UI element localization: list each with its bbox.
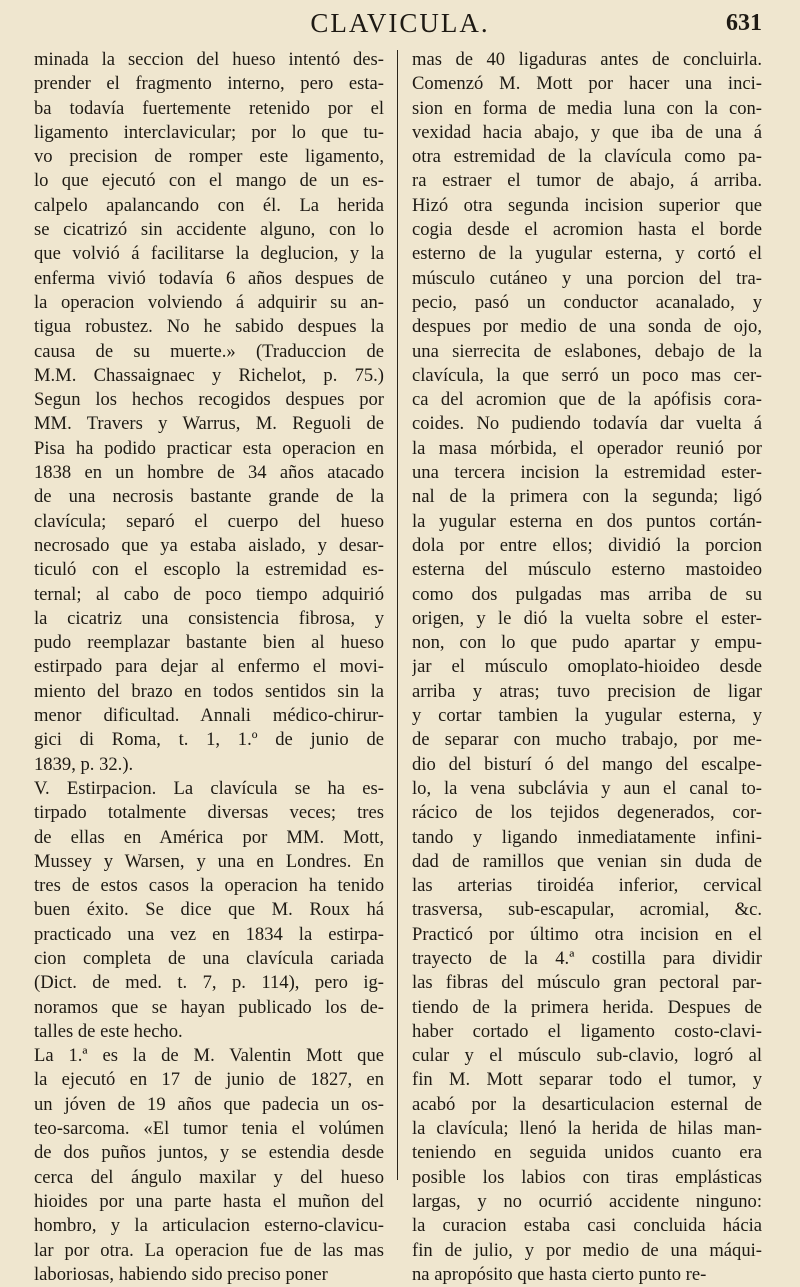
text-line: buen éxito. Se dice que M. Roux há	[34, 899, 384, 921]
text-line: Hizó otra segunda incision superior que	[412, 194, 762, 216]
text-line: un jóven de 19 años que padecia un os-	[34, 1093, 384, 1115]
text-line: sion en forma de media luna con la con-	[412, 97, 762, 119]
text-line: esterno de la yugular esterna, y cortó el	[412, 243, 762, 265]
text-line: tirpado totalmente diversas veces; tres	[34, 802, 384, 824]
text-line: MM. Travers y Warrus, M. Reguoli de	[34, 413, 384, 435]
text-line: lo, la vena subclávia y aun el canal to-	[412, 777, 762, 799]
text-line: practicado una vez en 1834 la estirpa-	[34, 923, 384, 945]
text-line: causa de su muerte.» (Traduccion de	[34, 340, 384, 362]
text-line: lar por otra. La operacion fue de las mas	[34, 1239, 384, 1261]
text-line: ternal; al cabo de poco tiempo adquirió	[34, 583, 384, 605]
text-line: las arterias tiroidéa inferior, cervical	[412, 875, 762, 897]
text-line: necrosado que ya estaba aislado, y desar-	[34, 534, 384, 556]
text-line: despues por medio de una sonda de ojo,	[412, 316, 762, 338]
text-line: rácico de los tejidos degenerados, cor-	[412, 802, 762, 824]
right-column	[412, 48, 762, 1287]
text-line: ra estraer el tumor de abajo, á arriba.	[412, 170, 762, 192]
text-line: pecio, pasó un conductor acanalado, y	[412, 291, 762, 313]
text-line: prender el fragmento interno, pero esta-	[34, 73, 384, 95]
text-line: vo precision de romper este ligamento,	[34, 146, 384, 168]
text-line: ligamento interclavicular; por lo que tu-	[34, 121, 384, 143]
text-line: haber cortado el ligamento costo-clavi-	[412, 1020, 762, 1042]
column-divider	[397, 50, 398, 1180]
text-line: V. Estirpacion. La clavícula se ha es-	[34, 777, 384, 799]
page-header	[0, 8, 800, 44]
text-line: origen, y le dió la vuelta sobre el ester-	[412, 607, 762, 629]
text-line: músculo cutáneo y una porcion del tra-	[412, 267, 762, 289]
text-line: enferma vivió todavía 6 años despues de	[34, 267, 384, 289]
text-line: Practicó por último otra incision en el	[412, 923, 762, 945]
text-line: trayecto de la 4.ª costilla para dividir	[412, 947, 762, 969]
text-line: ca del acromion que de la apófisis cora-	[412, 389, 762, 411]
text-line: mas de 40 ligaduras antes de concluirla.	[412, 49, 762, 70]
text-line: la operacion volviendo á adquirir su an-	[34, 291, 384, 313]
text-line: Segun los hechos recogidos despues por	[34, 389, 384, 411]
text-line: nal de la primera con la segunda; ligó	[412, 486, 762, 508]
text-line: clavícula; separó el cuerpo del hueso	[34, 510, 384, 532]
text-line: la ejecutó en 17 de junio de 1827, en	[34, 1069, 384, 1091]
text-line: una tercera incision la estremidad ester-	[412, 462, 762, 484]
text-line: dola por entre ellos; dividió la porcion	[412, 534, 762, 556]
text-line: posible los labios con tiras emplásticas	[412, 1166, 762, 1188]
text-line: laboriosas, habiendo sido preciso poner	[34, 1263, 328, 1285]
text-line: cular y el músculo sub-clavio, logró al	[412, 1045, 762, 1067]
text-line: esterna del músculo esterno mastoideo	[412, 559, 762, 581]
text-line: na apropósito que hasta cierto punto re-	[412, 1263, 707, 1285]
text-line: como dos pulgadas mas arriba de su	[412, 583, 762, 605]
page-number: 631	[726, 10, 762, 36]
running-title: CLAVICULA.	[310, 8, 490, 38]
text-line: menor dificultad. Annali médico-chirur-	[34, 705, 384, 727]
text-line: tigua robustez. No he sabido despues la	[34, 316, 384, 338]
text-line: ticuló con el escoplo la estremidad es-	[34, 559, 384, 581]
text-line: se cicatrizó sin accidente alguno, con lo	[34, 219, 384, 241]
text-line: de dos puños juntos, y se estendia desde	[34, 1142, 384, 1164]
text-line: cion completa de una clavícula cariada	[34, 947, 384, 969]
text-line: noramos que se hayan publicado los de-	[34, 996, 384, 1018]
text-line: (Dict. de med. t. 7, p. 114), pero ig-	[34, 972, 384, 994]
text-line: Pisa ha podido practicar esta operacion en	[34, 437, 384, 459]
text-line: fin M. Mott separar todo el tumor, y	[412, 1069, 762, 1091]
text-line: talles de este hecho.	[34, 1020, 183, 1042]
text-line: otra estremidad de la clavícula como pa-	[412, 146, 762, 168]
text-line: teniendo en seguida unidos cuanto era	[412, 1142, 762, 1164]
text-line: la cicatriz una consistencia fibrosa, y	[34, 607, 384, 629]
text-line: ba todavía fuertemente retenido por el	[34, 97, 384, 119]
text-line: acabó por la desarticulacion esternal de	[412, 1093, 762, 1115]
text-line: largas, y no ocurrió accidente ninguno:	[412, 1190, 762, 1212]
text-line: calpelo apalancando con él. La herida	[34, 194, 384, 216]
text-line: pudo reemplazar bastante bien al hueso	[34, 632, 384, 654]
text-line: tiendo de la primera herida. Despues de	[412, 996, 762, 1018]
left-column	[34, 48, 384, 1287]
text-line: dad de ramillos que venian sin duda de	[412, 850, 762, 872]
text-line: non, con lo que pudo apartar y empu-	[412, 632, 762, 654]
text-line: de separar con mucho trabajo, por me-	[412, 729, 762, 751]
text-line: teo-sarcoma. «El tumor tenia el volúmen	[34, 1118, 384, 1140]
text-line: La 1.ª es la de M. Valentin Mott que	[34, 1045, 384, 1067]
text-line: Mussey y Warsen, y una en Londres. En	[34, 850, 384, 872]
text-line: y cortar tambien la yugular esterna, y	[412, 705, 762, 727]
text-line: miento del brazo en todos sentidos sin la	[34, 680, 384, 702]
text-line: Comenzó M. Mott por hacer una inci-	[412, 73, 762, 95]
text-line: 1839, p. 32.).	[34, 753, 134, 775]
text-line: fin de julio, y por medio de una máqui-	[412, 1239, 762, 1261]
text-line: la masa mórbida, el operador reunió por	[412, 437, 762, 459]
text-line: minada la seccion del hueso intentó des-	[34, 49, 384, 70]
text-line: tres de estos casos la operacion ha tenido	[34, 875, 384, 897]
text-line: gici di Roma, t. 1, 1.º de junio de	[34, 729, 384, 751]
text-line: arriba y atras; tuvo precision de ligar	[412, 680, 762, 702]
text-line: estirpado para dejar al enfermo el movi-	[34, 656, 384, 678]
text-line: hombro, y la articulacion esterno-clavicu-	[34, 1215, 384, 1237]
text-line: clavícula, la que serró un poco mas cer-	[412, 364, 762, 386]
text-line: las fibras del músculo gran pectoral par-	[412, 972, 762, 994]
text-line: que volvió á facilitarse la deglucion, y la	[34, 243, 384, 265]
text-line: hioides por una parte hasta el muñon del	[34, 1190, 384, 1212]
text-line: M.M. Chassaignaec y Richelot, p. 75.)	[34, 364, 384, 386]
text-line: jar el músculo omoplato-hioideo desde	[412, 656, 762, 678]
text-line: cerca del ángulo maxilar y del hueso	[34, 1166, 384, 1188]
text-line: la yugular esterna en dos puntos cortán-	[412, 510, 762, 532]
text-line: la curacion estaba casi concluida hácia	[412, 1215, 762, 1237]
text-line: dio del bisturí ó del mango del escalpe-	[412, 753, 762, 775]
text-line: tando y ligando inmediatamente infini-	[412, 826, 762, 848]
text-line: 1838 en un hombre de 34 años atacado	[34, 462, 384, 484]
text-line: la clavícula; llenó la herida de hilas man-	[412, 1118, 762, 1140]
text-line: trasversa, sub-escapular, acromial, &c.	[412, 899, 762, 921]
text-line: lo que ejecutó con el mango de un es-	[34, 170, 384, 192]
text-line: coides. No pudiendo todavía dar vuelta á	[412, 413, 762, 435]
text-line: de ellas en América por MM. Mott,	[34, 826, 384, 848]
text-line: de una necrosis bastante grande de la	[34, 486, 384, 508]
text-line: cogia desde el acromion hasta el borde	[412, 219, 762, 241]
text-line: una sierrecita de eslabones, debajo de la	[412, 340, 762, 362]
text-line: vexidad hacia abajo, y que iba de una á	[412, 121, 762, 143]
